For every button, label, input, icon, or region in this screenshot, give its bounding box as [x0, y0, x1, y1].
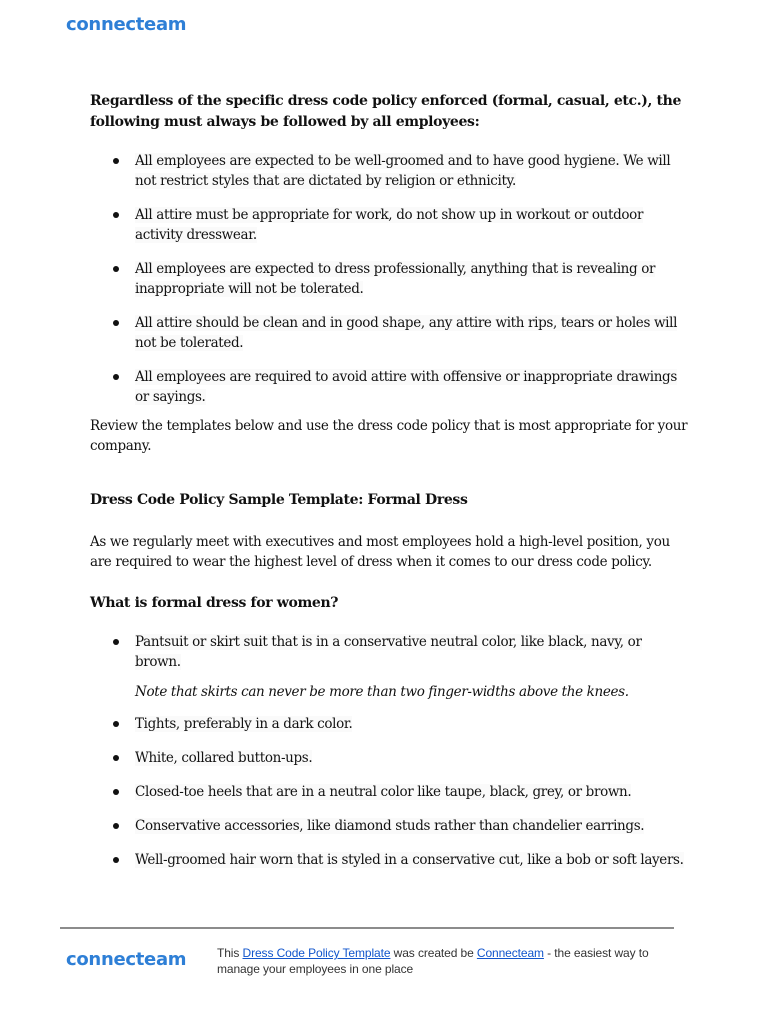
list-item-text: Conservative accessories, like diamond studs rather than chandelier earrings.	[135, 818, 645, 834]
list-item-text: White, collared button-ups.	[135, 750, 313, 766]
list-item	[90, 748, 690, 768]
list-item-text: All employees are expected to dress professionally, anything that is revealing or inappropriate will not be tolerated.	[135, 261, 656, 297]
list-item	[90, 816, 690, 836]
intro-heading: Regardless of the specific dress code policy enforced (formal, casual, etc.), the following must always be followed by all employees:	[90, 93, 682, 130]
list-item	[90, 714, 690, 734]
footer-suffix: - the easiest way to manage your employees in one place	[217, 946, 649, 976]
list-item	[90, 205, 690, 245]
list-item-text: Well-groomed hair worn that is styled in a conservative cut, like a bob or soft layers.	[135, 852, 684, 868]
template-heading: Dress Code Policy Sample Template: Formal Dress	[90, 492, 468, 508]
dress-code-template-link[interactable]: Dress Code Policy Template	[242, 946, 391, 960]
footer-divider	[60, 927, 674, 929]
list-item-text: Pantsuit or skirt suit that is in a conservative neutral color, like black, navy, or brown.	[135, 634, 642, 670]
footer-prefix: This	[217, 946, 243, 960]
women-dress-list	[90, 632, 690, 672]
footer-middle: was created be	[390, 946, 477, 960]
document-body	[90, 91, 690, 884]
list-item-text: All attire should be clean and in good shape, any attire with rips, tears or holes will not be tolerated.	[135, 315, 678, 351]
connecteam-logo: connecteam	[66, 14, 187, 35]
list-item-text: All employees are expected to be well-groomed and to have good hygiene. We will not restrict styles that are dictated by religion or ethnicity.	[135, 153, 671, 189]
footer-connecteam-logo: connecteam	[66, 949, 187, 970]
skirt-length-note: Note that skirts can never be more than two finger-widths above the knees.	[135, 684, 629, 700]
list-item-text: All employees are required to avoid attire with offensive or inappropriate drawings or sayings.	[135, 369, 677, 405]
template-intro-paragraph: As we regularly meet with executives and most employees hold a high-level position, you are required to wear the highest level of dress when it comes to our dress code policy.	[90, 534, 670, 570]
general-rules-list	[90, 151, 690, 407]
list-item	[90, 259, 690, 299]
review-paragraph: Review the templates below and use the dress code policy that is most appropriate for your company.	[90, 418, 688, 454]
list-item	[90, 850, 690, 870]
women-dress-list-continued	[90, 714, 690, 870]
list-item	[90, 367, 690, 407]
list-item-text: All attire must be appropriate for work, do not show up in workout or outdoor activity dresswear.	[135, 207, 644, 243]
list-item	[90, 151, 690, 191]
connecteam-link[interactable]: Connecteam	[476, 946, 544, 960]
list-item	[90, 632, 690, 672]
footer-attribution	[217, 945, 687, 977]
list-item-text: Tights, preferably in a dark color.	[135, 716, 353, 732]
list-item	[90, 782, 690, 802]
list-item-text: Closed-toe heels that are in a neutral color like taupe, black, grey, or brown.	[135, 784, 632, 800]
list-item	[90, 313, 690, 353]
women-dress-heading: What is formal dress for women?	[90, 595, 339, 611]
